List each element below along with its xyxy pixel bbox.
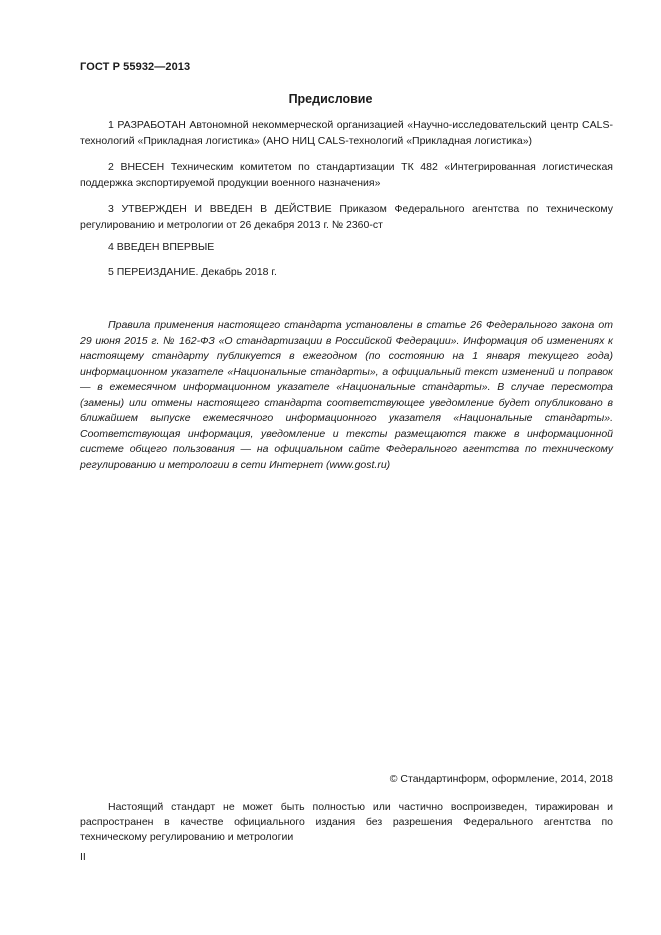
page-title: Предисловие xyxy=(288,92,373,106)
foreword-item-2: 2 ВНЕСЕН Техническим комитетом по стандартизации ТК 482 «Интегрированная логистическая поддержка экспортируемой продукции военного назначения» xyxy=(80,161,613,189)
page-number: II xyxy=(80,851,86,863)
copyright-notice: © Стандартинформ, оформление, 2014, 2018 xyxy=(389,773,613,785)
foreword-item-4: 4 ВВЕДЕН ВПЕРВЫЕ xyxy=(108,241,215,253)
foreword-item-3: 3 УТВЕРЖДЕН И ВВЕДЕН В ДЕЙСТВИЕ Приказом Федерального агентства по техническому регулированию и метрологии от 26 декабря 2013 г. № 2360-ст xyxy=(80,203,613,231)
foreword-item-5: 5 ПЕРЕИЗДАНИЕ. Декабрь 2018 г. xyxy=(108,266,277,278)
foreword-item-1: 1 РАЗРАБОТАН Автономной некоммерческой организацией «Научно-исследовательский центр CALS-технологий «Прикладная логистика» (АНО НИЦ CALS-технологий «Прикладная логистика») xyxy=(80,119,613,147)
application-rules-notice: Правила применения настоящего стандарта установлены в статье 26 Федерального закона от 29 июня 2015 г. № 162-ФЗ «О стандартизации в Российской Федерации». Информация об изменениях к настоящему стандарту публикуется в ежегодном (по состоянию на 1 января текущего года) информационном указателе «Национальные стандарты», а официальный текст изменений и поправок — в ежемесячном информационном указателе «Национальные стандарты». В случае пересмотра (замены) или отмены настоящего стандарта соответствующее уведомление будет опубликовано в ближайшем выпуске ежемесячного информационного указателя «Национальные стандарты». Соответствующая информация, уведомление и тексты размещаются также в информационной системе общего пользования — на официальном сайте Федерального агентства по техническому регулированию и метрологии в сети Интернет (www.gost.ru) xyxy=(80,319,613,471)
reproduction-rights-notice: Настоящий стандарт не может быть полностью или частично воспроизведен, тиражирован и распространен в качестве официального издания без разрешения Федерального агентства по техническому регулированию и метрологии xyxy=(80,801,613,843)
standard-code: ГОСТ Р 55932—2013 xyxy=(80,61,191,73)
